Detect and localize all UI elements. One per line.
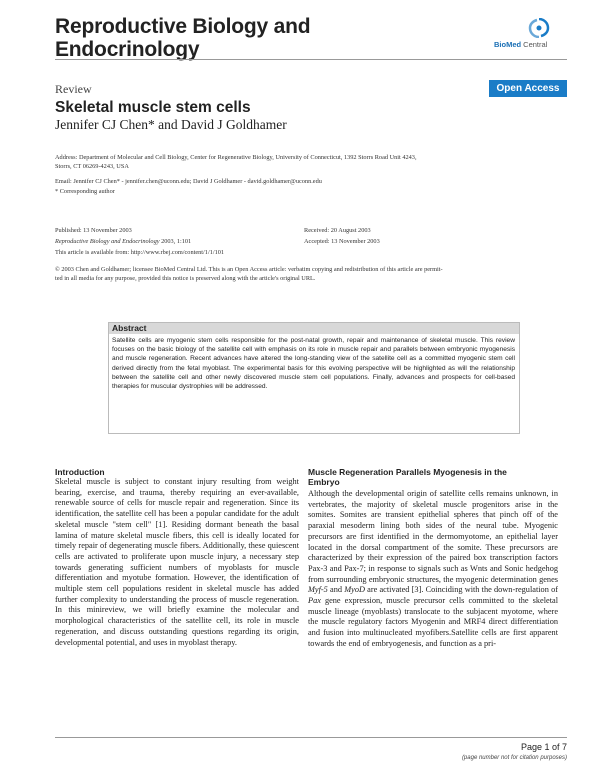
gene-myod: MyoD bbox=[344, 585, 365, 595]
author-address bbox=[55, 153, 570, 171]
gene-myf5: Myf-5 bbox=[308, 585, 328, 595]
header-divider bbox=[55, 59, 567, 60]
introduction-paragraph: Skeletal muscle is subject to constant injury resulting from weight bearing, exercise, and trauma, thereby requiring an ever-available, renewable source of cells for muscle repair and regeneration. Since its identification, the satellite cell has been a popular candidate for the adult skeletal muscle "stem cell" [1]. Residing dormant beneath the basal lamina of mature skeletal muscle fibers, this cell is ideally located for timely repair of degenerating muscle fibers. Additionally, these quiescent cells are activated to proliferate upon muscle injury, a necessary step towards generating sufficient numbers of myoblasts for muscle differentiation and myotube formation. However, the identification of multiple stem cell populations resident in skeletal muscle has added further complexity to understanding the process of muscle regeneration. In this minireview, we will briefly examine the molecular and morphological characteristics of the satellite cell, its role in muscle regeneration, and discuss outstanding questions regarding its origin, developmental potential, and uses in myoblast therapy. bbox=[55, 477, 299, 647]
article-authors: Jennifer CJ Chen* and David J Goldhamer bbox=[55, 117, 287, 132]
corresponding-note: * Corresponding author bbox=[55, 188, 115, 195]
article-title: Skeletal muscle stem cells bbox=[55, 99, 251, 116]
introduction-text bbox=[55, 477, 299, 648]
regeneration-heading-line2: Embryo bbox=[308, 477, 340, 487]
introduction-heading: Introduction bbox=[55, 467, 105, 477]
copyright-line2: ted in all media for any purpose, provided this notice is preserved along with the article's original URL. bbox=[55, 275, 316, 282]
footer-divider bbox=[55, 737, 567, 738]
author-email[interactable]: Email: Jennifer CJ Chen* - jennifer.chen@uconn.edu; David J Goldhamer - david.goldhamer@uconn.edu bbox=[55, 178, 322, 185]
open-access-badge[interactable]: Open Access bbox=[489, 80, 567, 97]
regen-text-d: gene expression, muscle precursor cells committed to the skeletal muscle lineage (myoblasts) translocate to the subjacent myotome, where the muscle regulatory factors Myogenin and MRF4 direct differentiation and fusion into multinucleated myofibers.Satellite cells are first apparent towards the end of embryogenesis, and function as a pri- bbox=[308, 596, 558, 648]
received-date: Received: 20 August 2003 bbox=[304, 227, 371, 234]
journal-title-line2: Endocrinology bbox=[55, 38, 200, 61]
logo-med: Med bbox=[506, 40, 522, 49]
biomed-central-logo[interactable] bbox=[494, 18, 564, 52]
copyright-notice bbox=[55, 265, 570, 283]
abstract-text: Satellite cells are myogenic stem cells responsible for the post-natal growth, repair and maintenance of skeletal muscle. This review focuses on the basic biology of the satellite cell with emphasis on its role in muscle repair and parallels between embryonic myogenesis and muscle regeneration. Recent advances have altered the long-standing view of the satellite cell as a committed myogenic stem cell derived directly from the fetal myoblast. The experimental basis for this evolving perspective will be highlighted as will the relationship between the satellite cell and other newly discovered muscle stem cell populations. Finally, advances and prospects for cell-based therapies for muscular dystrophies will be addressed. bbox=[112, 337, 515, 391]
abstract-box bbox=[108, 322, 520, 434]
abstract-header bbox=[109, 323, 519, 334]
journal-title bbox=[55, 15, 455, 61]
published-date: Published: 13 November 2003 bbox=[55, 227, 132, 234]
logo-text bbox=[494, 40, 547, 49]
logo-bio: Bio bbox=[494, 40, 507, 49]
regeneration-heading bbox=[308, 467, 558, 487]
gene-pax: Pax bbox=[308, 596, 321, 606]
citation bbox=[55, 237, 191, 246]
article-type: Review bbox=[55, 82, 92, 96]
citation-journal: Reproductive Biology and Endocrinology bbox=[55, 238, 160, 245]
article-url[interactable]: This article is available from: http://www.rbej.com/content/1/1/101 bbox=[55, 249, 225, 256]
page-number-note: (page number not for citation purposes) bbox=[461, 755, 567, 761]
logo-swirl-icon bbox=[528, 18, 550, 38]
regeneration-paragraph bbox=[308, 489, 558, 650]
regeneration-text bbox=[308, 489, 558, 650]
citation-rest: 2003, 1:101 bbox=[159, 238, 192, 245]
address-line2: Storrs, CT 06269-4243, USA bbox=[55, 163, 129, 170]
accepted-date: Accepted: 13 November 2003 bbox=[304, 238, 380, 245]
regeneration-heading-line1: Muscle Regeneration Parallels Myogenesis in the bbox=[308, 467, 507, 477]
regen-text-c: are activated [3]. Coinciding with the down-regulation of bbox=[364, 585, 558, 595]
copyright-line1: © 2003 Chen and Goldhamer; licensee BioMed Central Ltd. This is an Open Access article: verbatim copying and redistribution of this article are permit- bbox=[55, 266, 443, 273]
address-line1: Address: Department of Molecular and Cell Biology, Center for Regenerative Biology, University of Connecticut, 1392 Storrs Road Unit 4243, bbox=[55, 154, 417, 161]
journal-title-line1: Reproductive Biology and bbox=[55, 15, 311, 38]
regen-text-a: Although the developmental origin of satellite cells remains unknown, in vertebrates, the majority of skeletal muscle progenitors arise in the somites. Somites are transient epithelial spheres that pinch off of the paraxial mesoderm lining both sides of the neural tube. Myogenic precursors are first identified in the dermomyotome, an epithelial layer located in the dorsal compartment of the somite. These precursors are characterized by their expression of the paired box transcription factors Pax-3 and Pax-7; in response to signals such as Wnts and Sonic hedgehog from surrounding embryonic structures, the myogenic determination genes bbox=[308, 489, 558, 584]
regen-text-b: and bbox=[327, 585, 345, 595]
page-number: Page 1 of 7 bbox=[520, 742, 567, 752]
logo-central: Central bbox=[521, 40, 548, 49]
abstract-heading: Abstract bbox=[112, 323, 147, 333]
